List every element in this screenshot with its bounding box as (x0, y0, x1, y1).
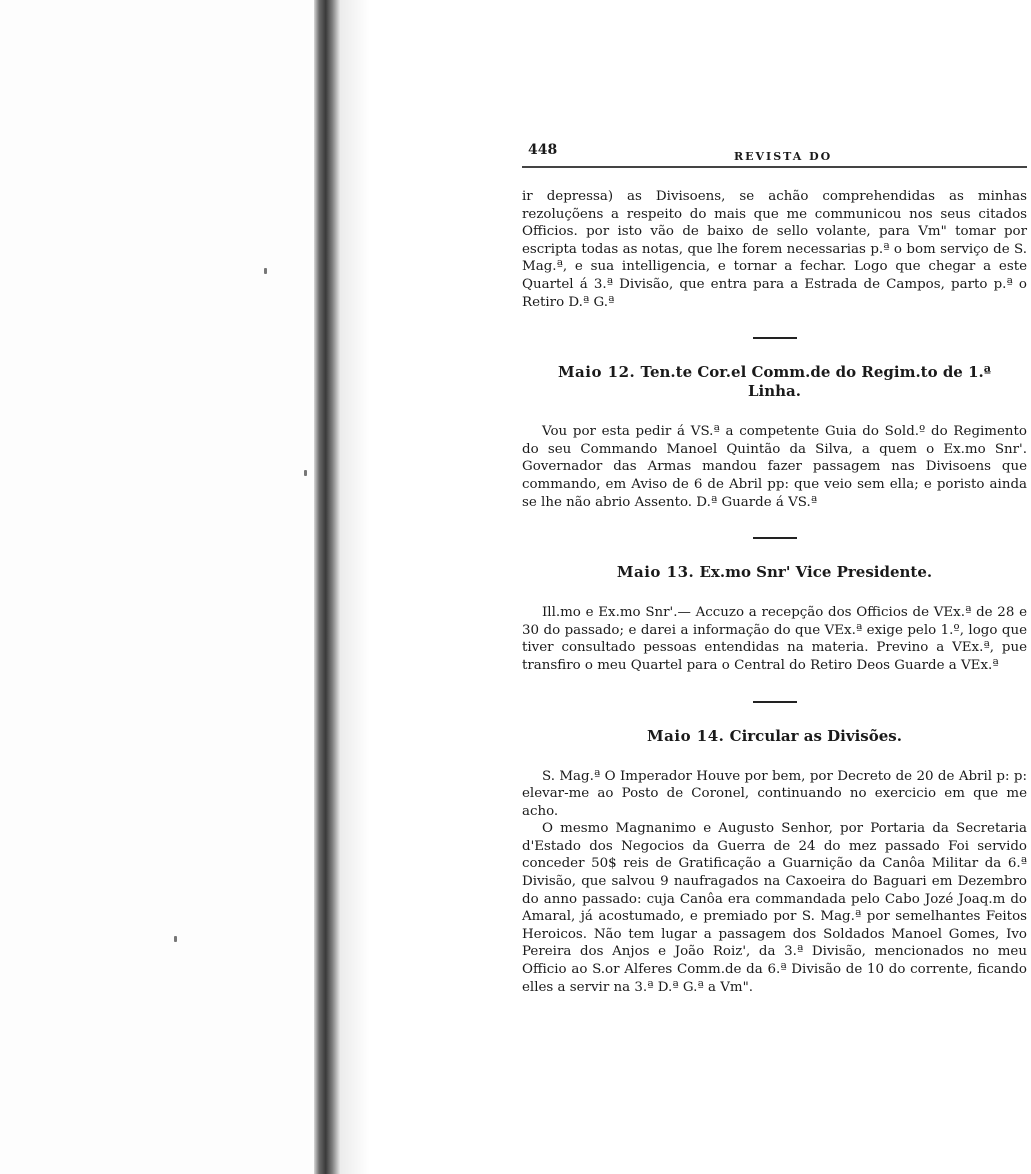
spine-shadow (340, 0, 370, 1174)
scan-speck (304, 470, 307, 476)
entry-paragraph: Ill.mo e Ex.mo Snr'.— Accuzo a recepção dos Officios de VEx.ª de 28 e 30 do passado; e darei a informação do que VEx.ª exige pelo 1.º, logo que tiver consultado pessoas entendidas na materia. Previno a VEx.ª, pue transfiro o meu Quartel para o Central do Retiro Deos Guarde a VEx.ª (522, 605, 1027, 673)
entry-date: Maio 14. (647, 726, 725, 745)
book-spine (314, 0, 340, 1174)
entry-date: Maio 13. (616, 563, 695, 582)
entry-addressee: Circular as Divisões. (729, 726, 902, 745)
page-number: 448 (528, 142, 558, 158)
section-divider (753, 537, 797, 539)
entry-heading (522, 363, 1027, 401)
running-title: REVISTA DO (734, 150, 833, 163)
entry-paragraph: S. Mag.ª O Imperador Houve por bem, por Decreto de 20 de Abril p: p: elevar-me ao Posto de Coronel, continuando no exercicio em que me acho. (522, 768, 1027, 819)
entry-addressee: Ex.mo Snr' Vice Presidente. (699, 563, 933, 582)
left-blank-page (0, 0, 318, 1174)
section-divider (753, 337, 797, 339)
right-page (522, 140, 1027, 996)
entry-date: Maio 12. (557, 363, 636, 382)
entry-paragraph: Vou por esta pedir á VS.ª a competente Guia do Sold.º do Regimento do seu Commando Manoel Quintão da Silva, a quem o Ex.mo Snr'. Governador das Armas mandou fazer passagem nas Divisoens que commando, em Aviso de 6 de Abril pp: que veio sem ella; e poristo ainda se lhe não abrio Assento. D.ª Guarde á VS.ª (522, 424, 1027, 510)
intro-paragraph: ir depressa) as Divisoens, se achão comprehendidas as minhas rezoluçõens a respeito do mais que me communicou nos seus citados Officios. por isto vão de baixo de sello volante, para Vm" tomar por escripta todas as notas, que lhe forem necessarias p.ª o bom serviço de S. Mag.ª, e sua intelligencia, e tornar a fechar. Logo que chegar a este Quartel á 3.ª Divisão, que entra para a Estrada de Campos, parto p.ª o Retiro D.ª G.ª (522, 189, 1027, 310)
section-divider (753, 701, 797, 703)
scan-speck (174, 936, 177, 942)
entry-paragraph: O mesmo Magnanimo e Augusto Senhor, por Portaria da Secretaria d'Estado dos Negocios da Guerra de 24 do mez passado Foi servido conceder 50$ reis de Gratificação a Guarnição da Canôa Militar da 6.ª Divisão, que salvou 9 naufragados na Caxoeira do Baguari em Dezembro do anno passado: cuja Canôa era commandada pelo Cabo Jozé Joaq.m do Amaral, já acostumado, e premiado por S. Mag.ª por semelhantes Feitos Heroicos. Não tem lugar a passagem dos Soldados Manoel Gomes, Ivo Pereira dos Anjos e João Roiz', da 3.ª Divisão, mencionados no meu Officio ao S.or Alferes Comm.de da 6.ª Divisão de 10 do corrente, ficando elles a servir na 3.ª D.ª G.ª a Vm". (522, 821, 1027, 995)
entry-heading (522, 563, 1027, 582)
entry-addressee: Ten.te Cor.el Comm.de do Regim.to de 1.ª Linha. (640, 363, 992, 401)
entry-heading (522, 727, 1027, 746)
scan-speck (264, 268, 267, 274)
page-header (522, 140, 1027, 168)
